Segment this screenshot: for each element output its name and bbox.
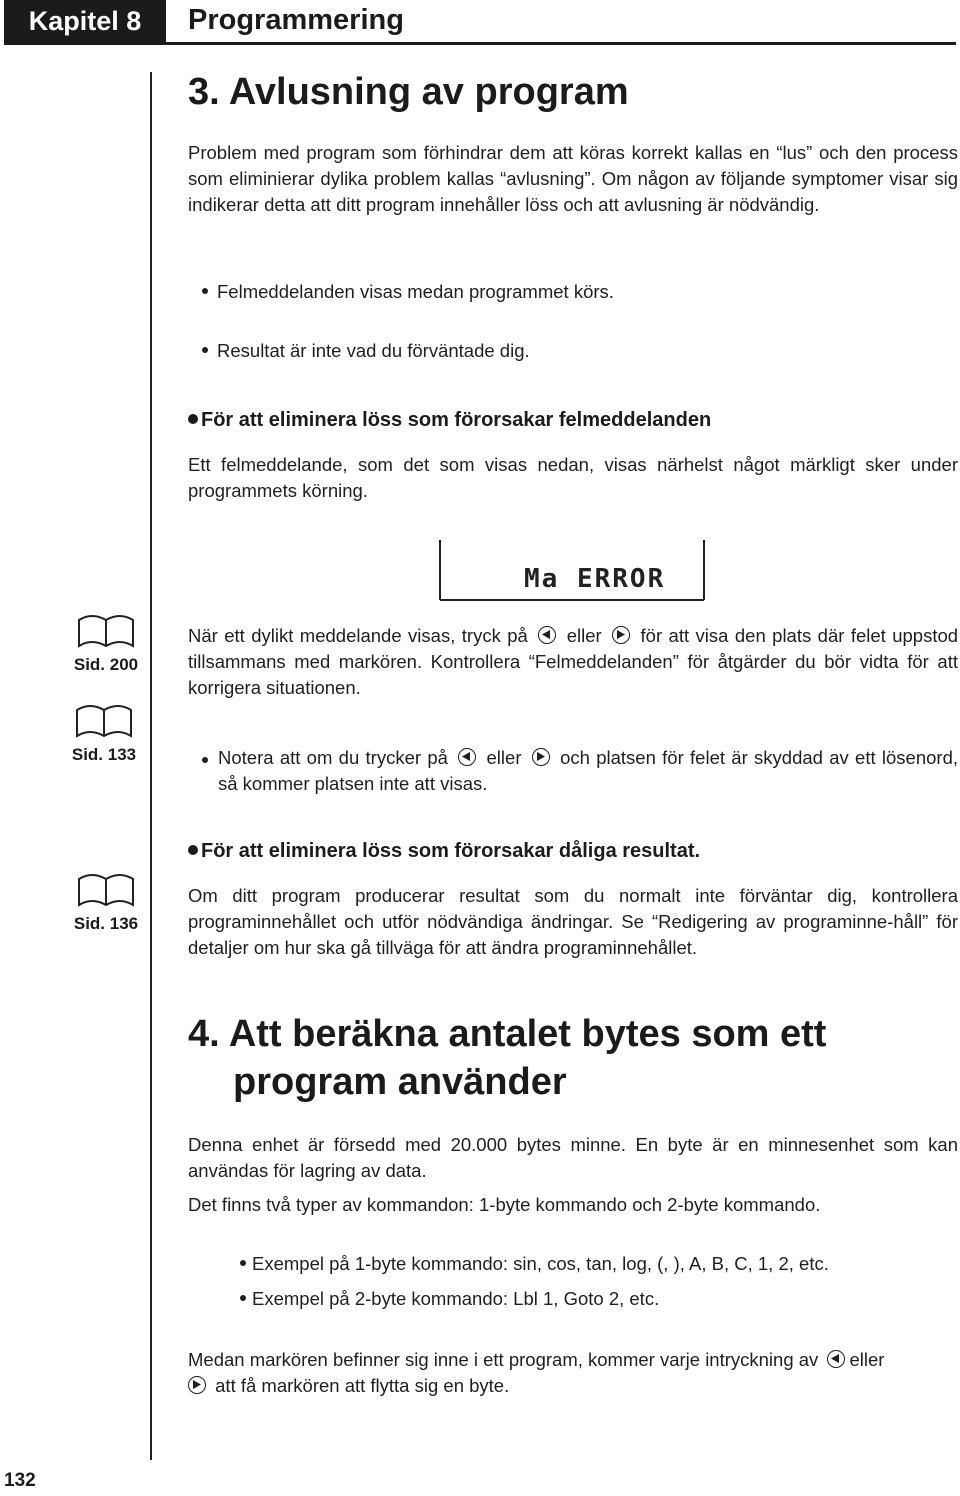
left-arrow-key-icon — [458, 748, 476, 766]
book-icon — [75, 871, 137, 907]
calculator-screen — [438, 540, 706, 602]
bullet-item: Resultat är inte vad du förväntade dig. — [202, 338, 530, 364]
error-message: Ma ERROR — [524, 564, 666, 594]
page-header-title: Programmering — [188, 4, 404, 36]
subsection-errors-para: Ett felmeddelande, som det som visas nedan, visas närhelst något märkligt sker under programmets körning. — [188, 454, 958, 501]
note-bullet: Notera att om du trycker på eller och platsen för felet är skyddad av ett lösenord, så kommer platsen inte att visas. — [202, 745, 958, 797]
bullet-dot-icon — [202, 288, 208, 294]
page-number: 132 — [4, 1470, 36, 1491]
subsection-results-para: Om ditt program producerar resultat som du normalt inte förväntar dig, kontrollera programinnehållet och utför nödvändiga ändringar. Se “Redigering av programinne-håll” för detaljer om hur ska gå tillväga för att ändra programinnehållet. — [188, 885, 958, 958]
bullet-dot-icon — [202, 757, 208, 763]
page-reference: Sid. 133 — [66, 702, 142, 765]
bullet-item: Exempel på 1-byte kommando: sin, cos, tan, log, (, ), A, B, C, 1, 2, etc. — [240, 1251, 829, 1277]
left-arrow-key-icon — [538, 626, 556, 644]
heading-dot-icon — [188, 845, 198, 855]
right-arrow-key-icon — [612, 626, 630, 644]
margin-divider — [150, 72, 152, 1460]
subsection-results-title: För att eliminera löss som förorsakar dåliga resultat. — [188, 840, 700, 863]
section-3-title: 3. Avlusning av program — [188, 71, 629, 113]
header-rule — [4, 42, 956, 45]
bullet-item: Felmeddelanden visas medan programmet körs. — [202, 279, 614, 305]
right-arrow-key-icon — [532, 748, 550, 766]
section-3-intro: Problem med program som förhindrar dem att köras korrekt kallas en “lus” och den process som eliminierar dylika problem kallas “avlusning”. Om någon av följande symptomer visar sig indikerar detta att ditt program innehåller löss och att avlusning är nödvändig. — [188, 142, 958, 215]
chapter-label: Kapitel 8 — [4, 0, 166, 43]
page-reference: Sid. 136 — [68, 871, 144, 934]
section-4-title-line2: program använder — [233, 1061, 567, 1103]
heading-dot-icon — [188, 414, 198, 424]
left-arrow-key-icon — [827, 1350, 845, 1368]
bullet-dot-icon — [202, 347, 208, 353]
bullet-dot-icon — [240, 1260, 246, 1266]
bullet-dot-icon — [240, 1295, 246, 1301]
book-icon — [73, 702, 135, 738]
book-icon — [75, 612, 137, 648]
subsection-errors-title: För att eliminera löss som förorsakar felmeddelanden — [188, 409, 711, 432]
page-reference: Sid. 200 — [68, 612, 144, 675]
error-instructions: När ett dylikt meddelande visas, tryck på eller för att visa den plats där felet uppstod tillsammans med markören. Kontrollera “Felmeddelanden” för åtgärder du bör vidta för att korrigera situationen. — [188, 625, 959, 698]
section-4-para2: Det finns två typer av kommandon: 1-byte kommando och 2-byte kommando. — [188, 1194, 821, 1215]
section-4-title-line1: 4. Att beräkna antalet bytes som ett — [188, 1013, 827, 1055]
bullet-item: Exempel på 2-byte kommando: Lbl 1, Goto 2, etc. — [240, 1286, 659, 1312]
section-4-para1: Denna enhet är försedd med 20.000 bytes minne. En byte är en minnesenhet som kan användas för lagring av data. — [188, 1134, 958, 1181]
right-arrow-key-icon — [188, 1376, 206, 1394]
section-4-last-para: Medan markören befinner sig inne i ett program, kommer varje intryckning av eller att få markören att flytta sig en byte. — [188, 1349, 885, 1396]
